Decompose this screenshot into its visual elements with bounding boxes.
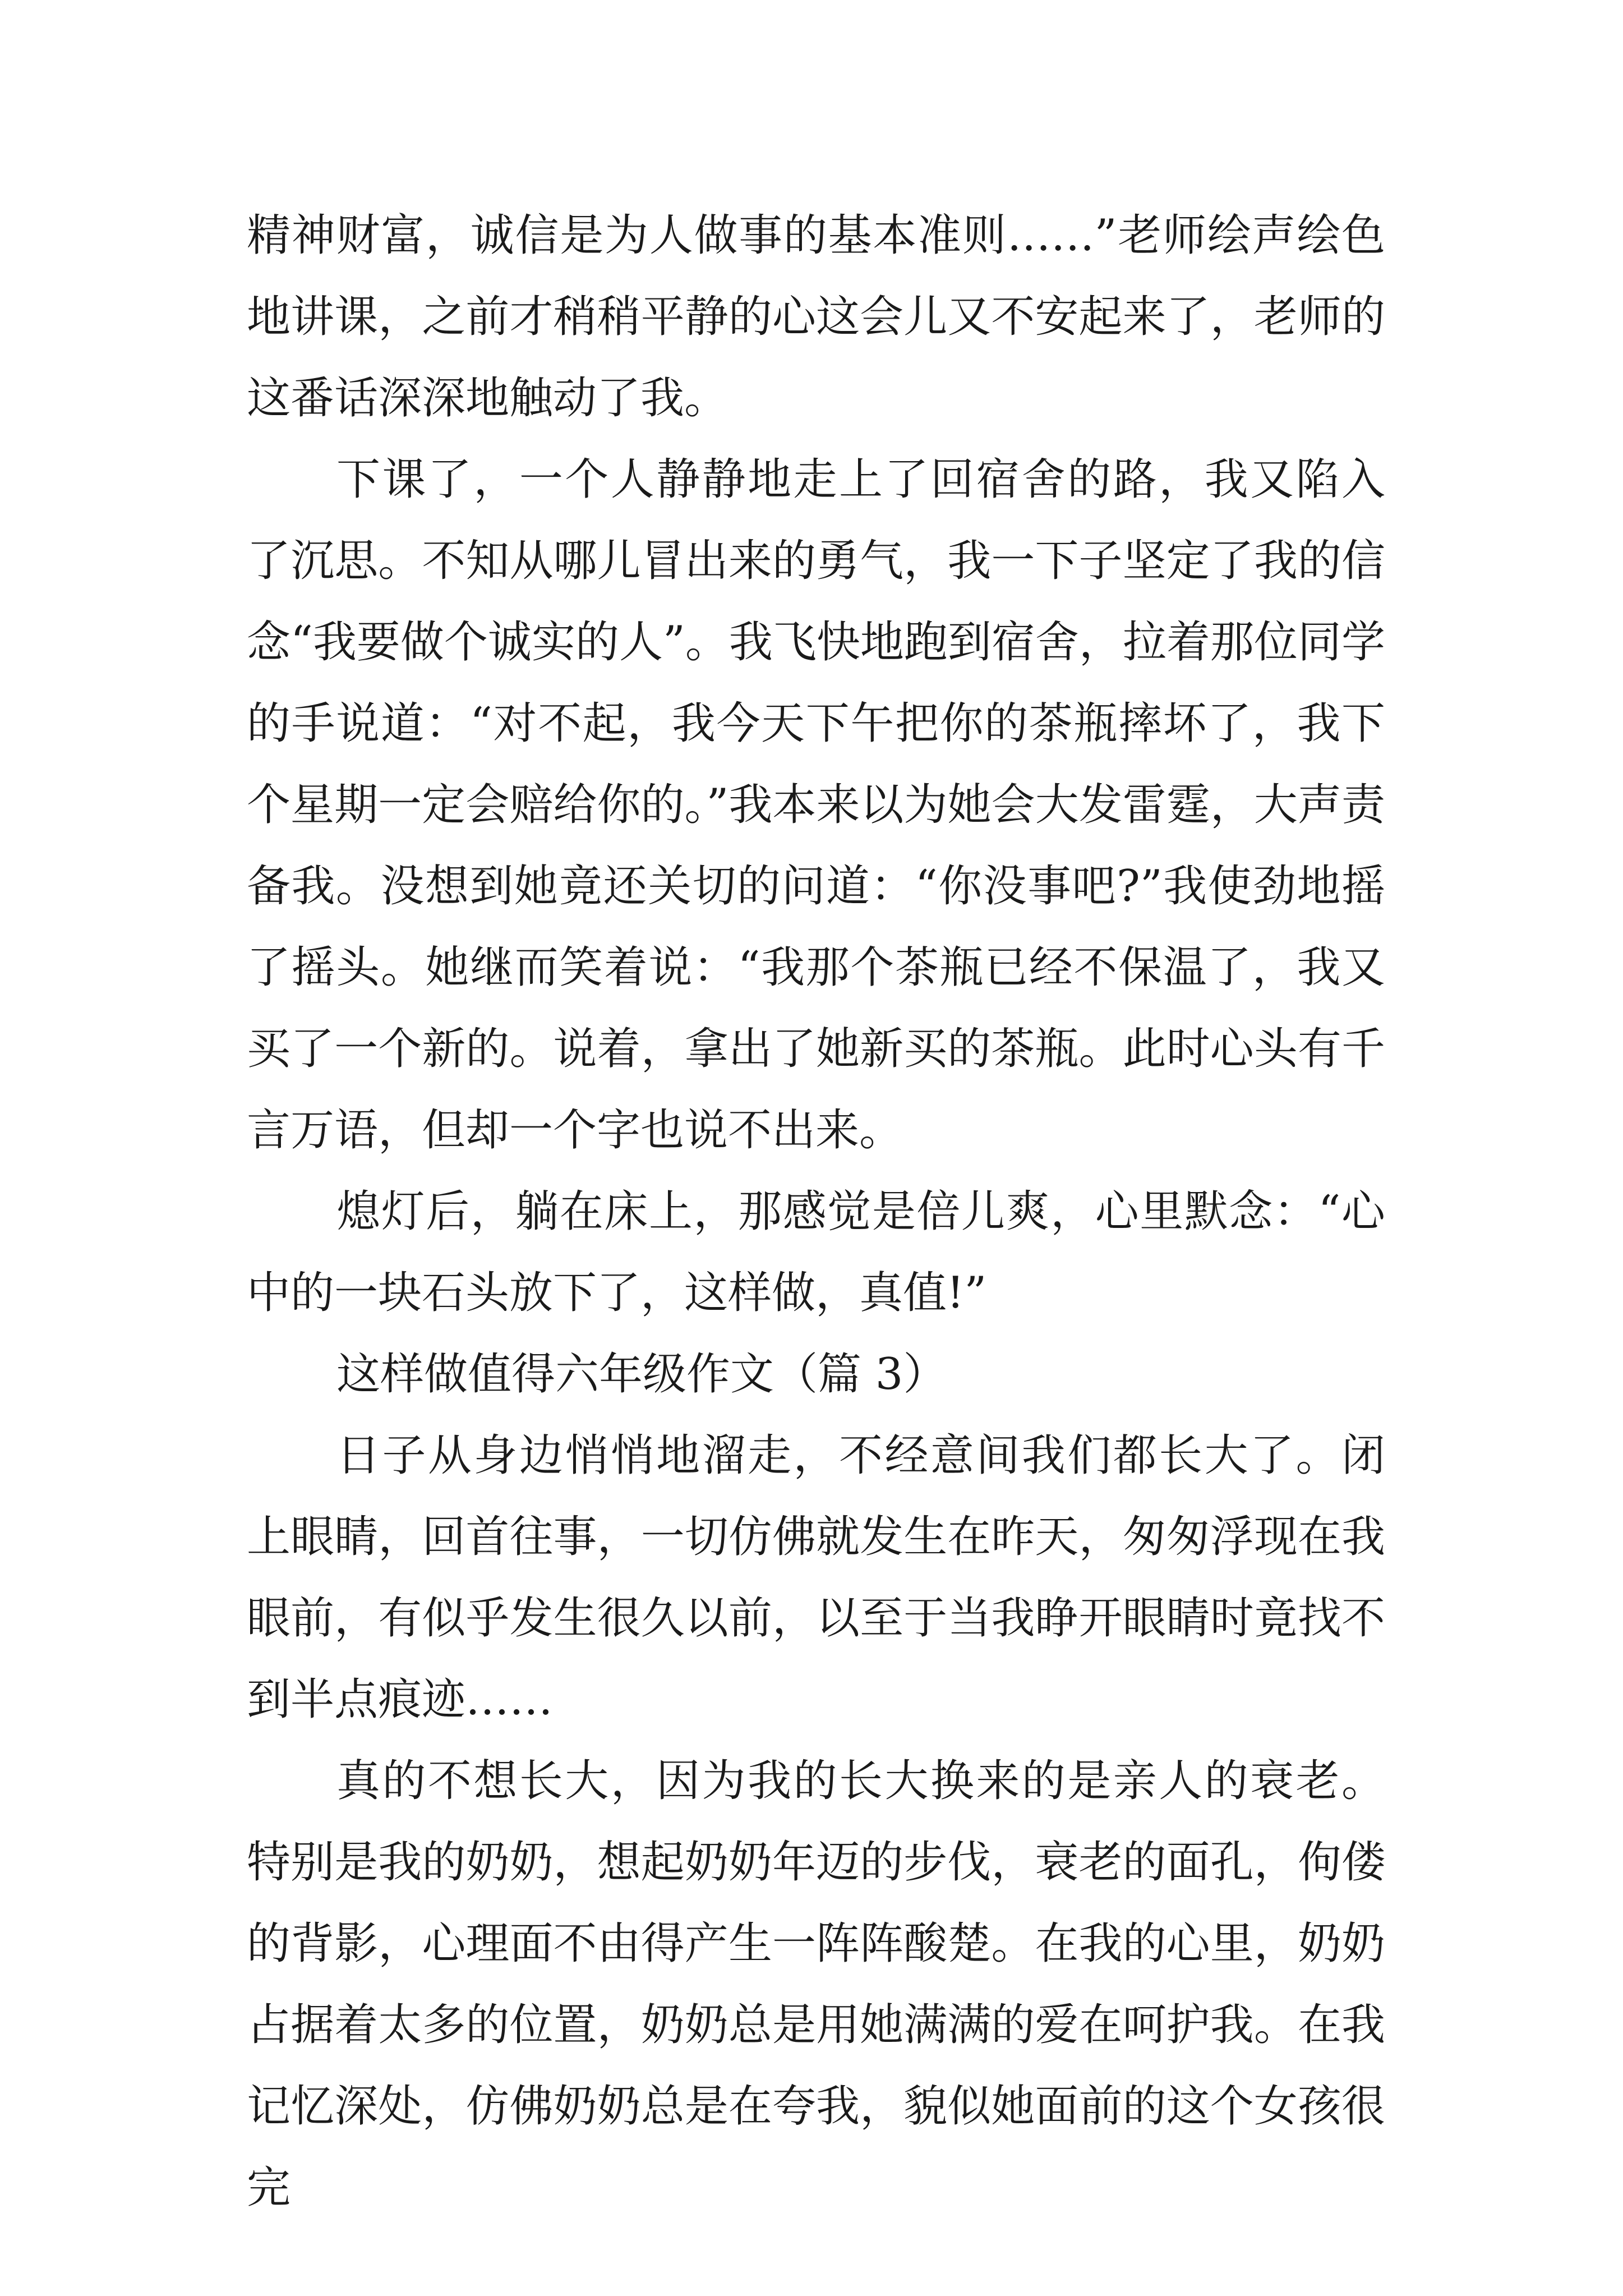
paragraph-continued: 精神财富，诚信是为人做事的基本准则……”老师绘声绘色地讲课，之前才稍稍平静的心这会儿又不安起来了，老师的这番话深深地触动了我。 [247, 210, 1385, 424]
paragraph: 下课了，一个人静静地走上了回宿舍的路，我又陷入了沉思。不知从哪儿冒出来的勇气，我一下子坚定了我的信念“我要做个诚实的人”。我飞快地跑到宿舍，拉着那位同学的手说道：“对不起，我今天下午把你的茶瓶摔坏了，我下个星期一定会赔给你的。”我本来以为她会大发雷霆，大声责备我。没想到她竟还关切的问道：“你没事吧?”我使劲地摇了摇头。她继而笑着说：“我那个茶瓶已经不保温了，我又买了一个新的。说着，拿出了她新买的茶瓶。此时心头有千言万语，但却一个字也说不出来。 [247, 454, 1385, 1156]
document-body [247, 195, 1385, 2229]
section-heading: 这样做值得六年级作文（篇 3） [336, 1349, 947, 1400]
paragraph: 熄灯后，躺在床上，那感觉是倍儿爽，心里默念：“心中的一块石头放下了，这样做，真值!” [247, 1186, 1385, 1318]
paragraph: 真的不想长大，因为我的长大换来的是亲人的衰老。特别是我的奶奶，想起奶奶年迈的步伐，衰老的面孔，佝偻的背影，心理面不由得产生一阵阵酸楚。在我的心里，奶奶占据着太多的位置，奶奶总是用她满满的爱在呵护我。在我记忆深处，仿佛奶奶总是在夸我，貌似她面前的这个女孩很完 [247, 1756, 1385, 2213]
paragraph: 日子从身边悄悄地溜走，不经意间我们都长大了。闭上眼睛，回首往事，一切仿佛就发生在昨天，匆匆浮现在我眼前，有似乎发生很久以前，以至于当我睁开眼睛时竟找不到半点痕迹…… [247, 1430, 1385, 1725]
